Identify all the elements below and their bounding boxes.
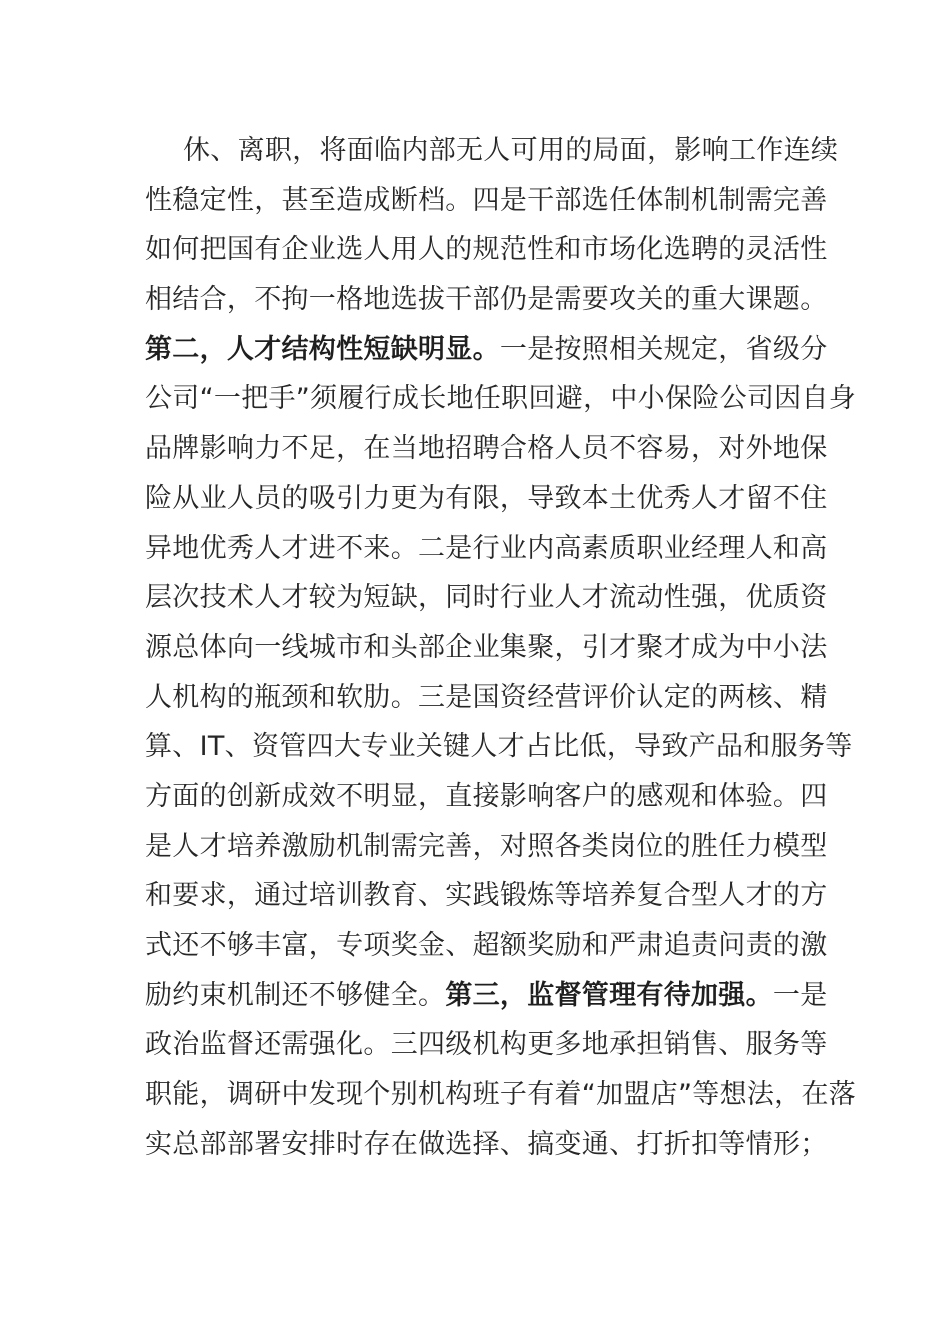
body-text-segment: 方面的创新成效不明显，直接影响客户的感观和体验。四 [145,780,828,812]
text-line [145,424,828,474]
text-line [145,921,828,971]
body-text-segment: 式还不够丰富，专项奖金、超额奖励和严肃追责问责的激 [145,930,828,961]
body-text-segment: 励约束机制还不够健全。 [145,979,446,1011]
text-line [145,623,828,673]
body-text-segment: 异地优秀人才进不来。二是行业内高素质职业经理人和高 [145,532,828,564]
body-text-segment: 实总部部署安排时存在做选择、搞变通、打折扣等情形； [145,1128,828,1160]
body-text-segment: 性稳定性，甚至造成断档。四是干部选任体制机制需完善 [145,184,828,216]
body-text-segment: 源总体向一线城市和头部企业集聚，引才聚才成为中小法 [145,631,828,663]
text-line [145,871,828,921]
bold-heading-text: 第三，监督管理有待加强。 [445,979,773,1011]
body-text-segment: 人机构的瓶颈和软肋。三是国资经营评价认定的两核、精 [145,681,828,713]
body-text-segment: 休、离职，将面临内部无人可用的局面，影响工作连续 [183,135,839,166]
text-line [145,722,853,772]
body-text-segment: 和要求，通过培训教育、实践锻炼等培养复合型人才的方 [145,880,828,912]
text-line [145,971,828,1021]
text-line [145,374,857,424]
body-text [145,126,857,1169]
body-text-segment: 政治监督还需强化。三四级机构更多地承担销售、服务等 [145,1029,828,1061]
text-line [145,524,828,574]
text-line [145,673,828,723]
body-text-segment: 险从业人员的吸引力更为有限，导致本土优秀人才留不住 [145,482,828,514]
text-line [145,126,839,176]
text-line [145,1070,857,1120]
body-text-segment: 相结合，不拘一格地选拔干部仍是需要攻关的重大课题。 [145,284,828,316]
text-line [145,275,828,325]
text-line [145,225,828,275]
text-line [145,325,828,375]
body-text-segment: 职能，调研中发现个别机构班子有着“加盟店”等想法，在落 [145,1079,857,1111]
text-line [145,573,828,623]
body-text-segment: 品牌影响力不足，在当地招聘合格人员不容易，对外地保 [145,433,828,465]
text-line [145,474,828,524]
body-text-segment: 公司“一把手”须履行成长地任职回避，中小保险公司因自身 [145,383,857,415]
body-text-segment: 一是按照相关规定，省级分 [499,333,828,365]
text-line [145,822,828,872]
text-line [145,176,828,226]
text-line [145,1020,828,1070]
body-text-segment: 是人才培养激励机制需完善，对照各类岗位的胜任力模型 [145,830,828,862]
body-text-segment: 一是 [772,979,828,1011]
body-text-segment: 层次技术人才较为短缺，同时行业人才流动性强，优质资 [145,582,828,614]
body-text-segment: 如何把国有企业选人用人的规范性和市场化选聘的灵活性 [145,234,828,266]
body-text-segment: 算、IT、资管四大专业关键人才占比低，导致产品和服务等 [145,731,853,763]
text-line [145,1120,828,1170]
text-line [145,772,828,822]
bold-heading-text: 第二，人才结构性短缺明显。 [145,333,500,365]
